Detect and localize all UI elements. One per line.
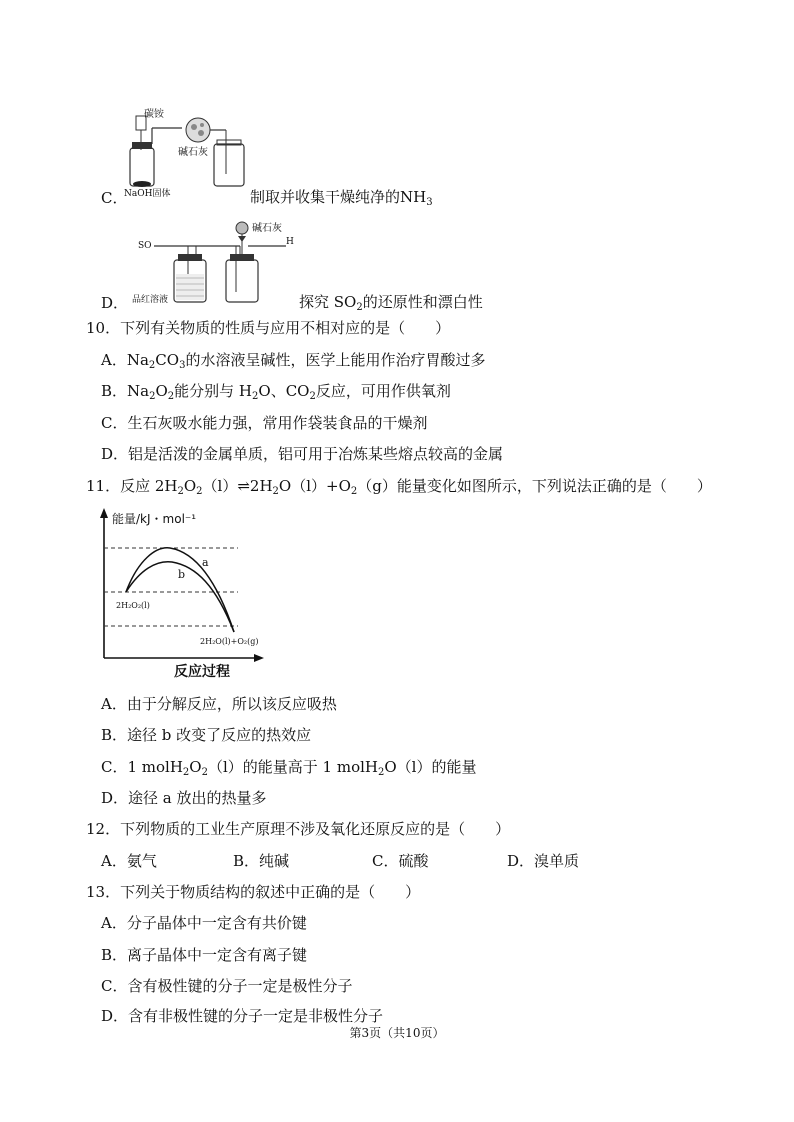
label-soda-lime-c: 碱石灰: [178, 147, 208, 158]
q10-option-b[interactable]: B．$Na_2O_2$能分别与 $H_2O$、$CO_2$反应，可用作供氧剂: [101, 382, 451, 402]
label-naoh-solid: NaOH固体: [124, 189, 171, 199]
label-magenta-solution: 品红溶液: [132, 295, 169, 305]
curve-a-label: a: [202, 556, 209, 569]
energy-diagram: [98, 508, 268, 684]
q11-option-c[interactable]: C．1 $molH_2O_2(l)$的能量高于 1 molH$_2$O（l）的能量: [101, 758, 477, 778]
product-label: 2H₂O(l)+O₂(g): [200, 637, 259, 646]
q13-stem: 13．下列关于物质结构的叙述中正确的是（ ）: [86, 883, 421, 901]
label-h2s-inlet: H: [286, 237, 294, 247]
label-so2-inlet: SO: [138, 241, 152, 251]
q10-option-a[interactable]: A．$Na_2CO_3$的水溶液呈碱性，医学上能用作治疗胃酸过多: [101, 351, 486, 371]
q11-option-d[interactable]: D．途径 a 放出的热量多: [101, 789, 267, 807]
q9-option-d-text: 探究 $SO_2$的还原性和漂白性: [299, 293, 483, 313]
q9-option-d-letter: D．: [101, 294, 129, 312]
q12-option-c[interactable]: C．硫酸: [372, 852, 429, 870]
q13-option-a[interactable]: A．分子晶体中一定含有共价键: [101, 914, 307, 932]
reaction-axis-label: 反应过程: [174, 664, 230, 680]
q11-stem: 11．反应 $2H_2O_2(l)\rightleftharpoons 2H_2O(l)+O_2(g)$能量变化如图所示，下列说法正确的是（ ）: [86, 477, 712, 497]
q13-option-b[interactable]: B．离子晶体中一定含有离子键: [101, 946, 308, 964]
q13-option-c[interactable]: C．含有极性键的分子一定是极性分子: [101, 977, 353, 995]
x-axis-arrow: [254, 654, 264, 662]
page-footer: 第3页（共10页）: [349, 1026, 445, 1040]
curve-a: [126, 548, 234, 632]
q12-option-d[interactable]: D．溴单质: [507, 852, 580, 870]
q10-stem: 10．下列有关物质的性质与应用不相对应的是（ ）: [86, 319, 451, 337]
reactant-label: 2H₂O₂(l): [116, 601, 150, 610]
y-axis-arrow: [100, 508, 108, 518]
q11-option-b[interactable]: B．途径 b 改变了反应的热效应: [101, 726, 312, 744]
energy-axis-label: 能量/kJ・mol⁻¹: [112, 512, 197, 526]
q9-option-d[interactable]: [101, 293, 128, 313]
q12-stem: 12．下列物质的工业生产原理不涉及氧化还原反应的是（ ）: [86, 820, 511, 838]
label-carbon-ammonium: 碳铵: [144, 109, 164, 120]
label-soda-lime-d: 碱石灰: [252, 223, 282, 234]
curve-b-label: b: [178, 568, 186, 581]
q13-option-d[interactable]: D．含有非极性键的分子一定是非极性分子: [101, 1007, 384, 1025]
q10-option-c[interactable]: C．生石灰吸水能力强，常用作袋装食品的干燥剂: [101, 414, 428, 432]
q9-option-c[interactable]: [101, 188, 127, 208]
q10-option-d[interactable]: D．铝是活泼的金属单质，铝可用于冶炼某些熔点较高的金属: [101, 445, 504, 463]
q11-option-a[interactable]: A．由于分解反应，所以该反应吸热: [101, 695, 337, 713]
q12-option-a[interactable]: A．氨气: [101, 852, 157, 870]
q9-option-c-text: 制取并收集干燥纯净的$NH_3$: [250, 188, 433, 208]
q12-option-b[interactable]: B．纯碱: [233, 852, 290, 870]
q9-option-c-letter: C．: [101, 189, 128, 207]
